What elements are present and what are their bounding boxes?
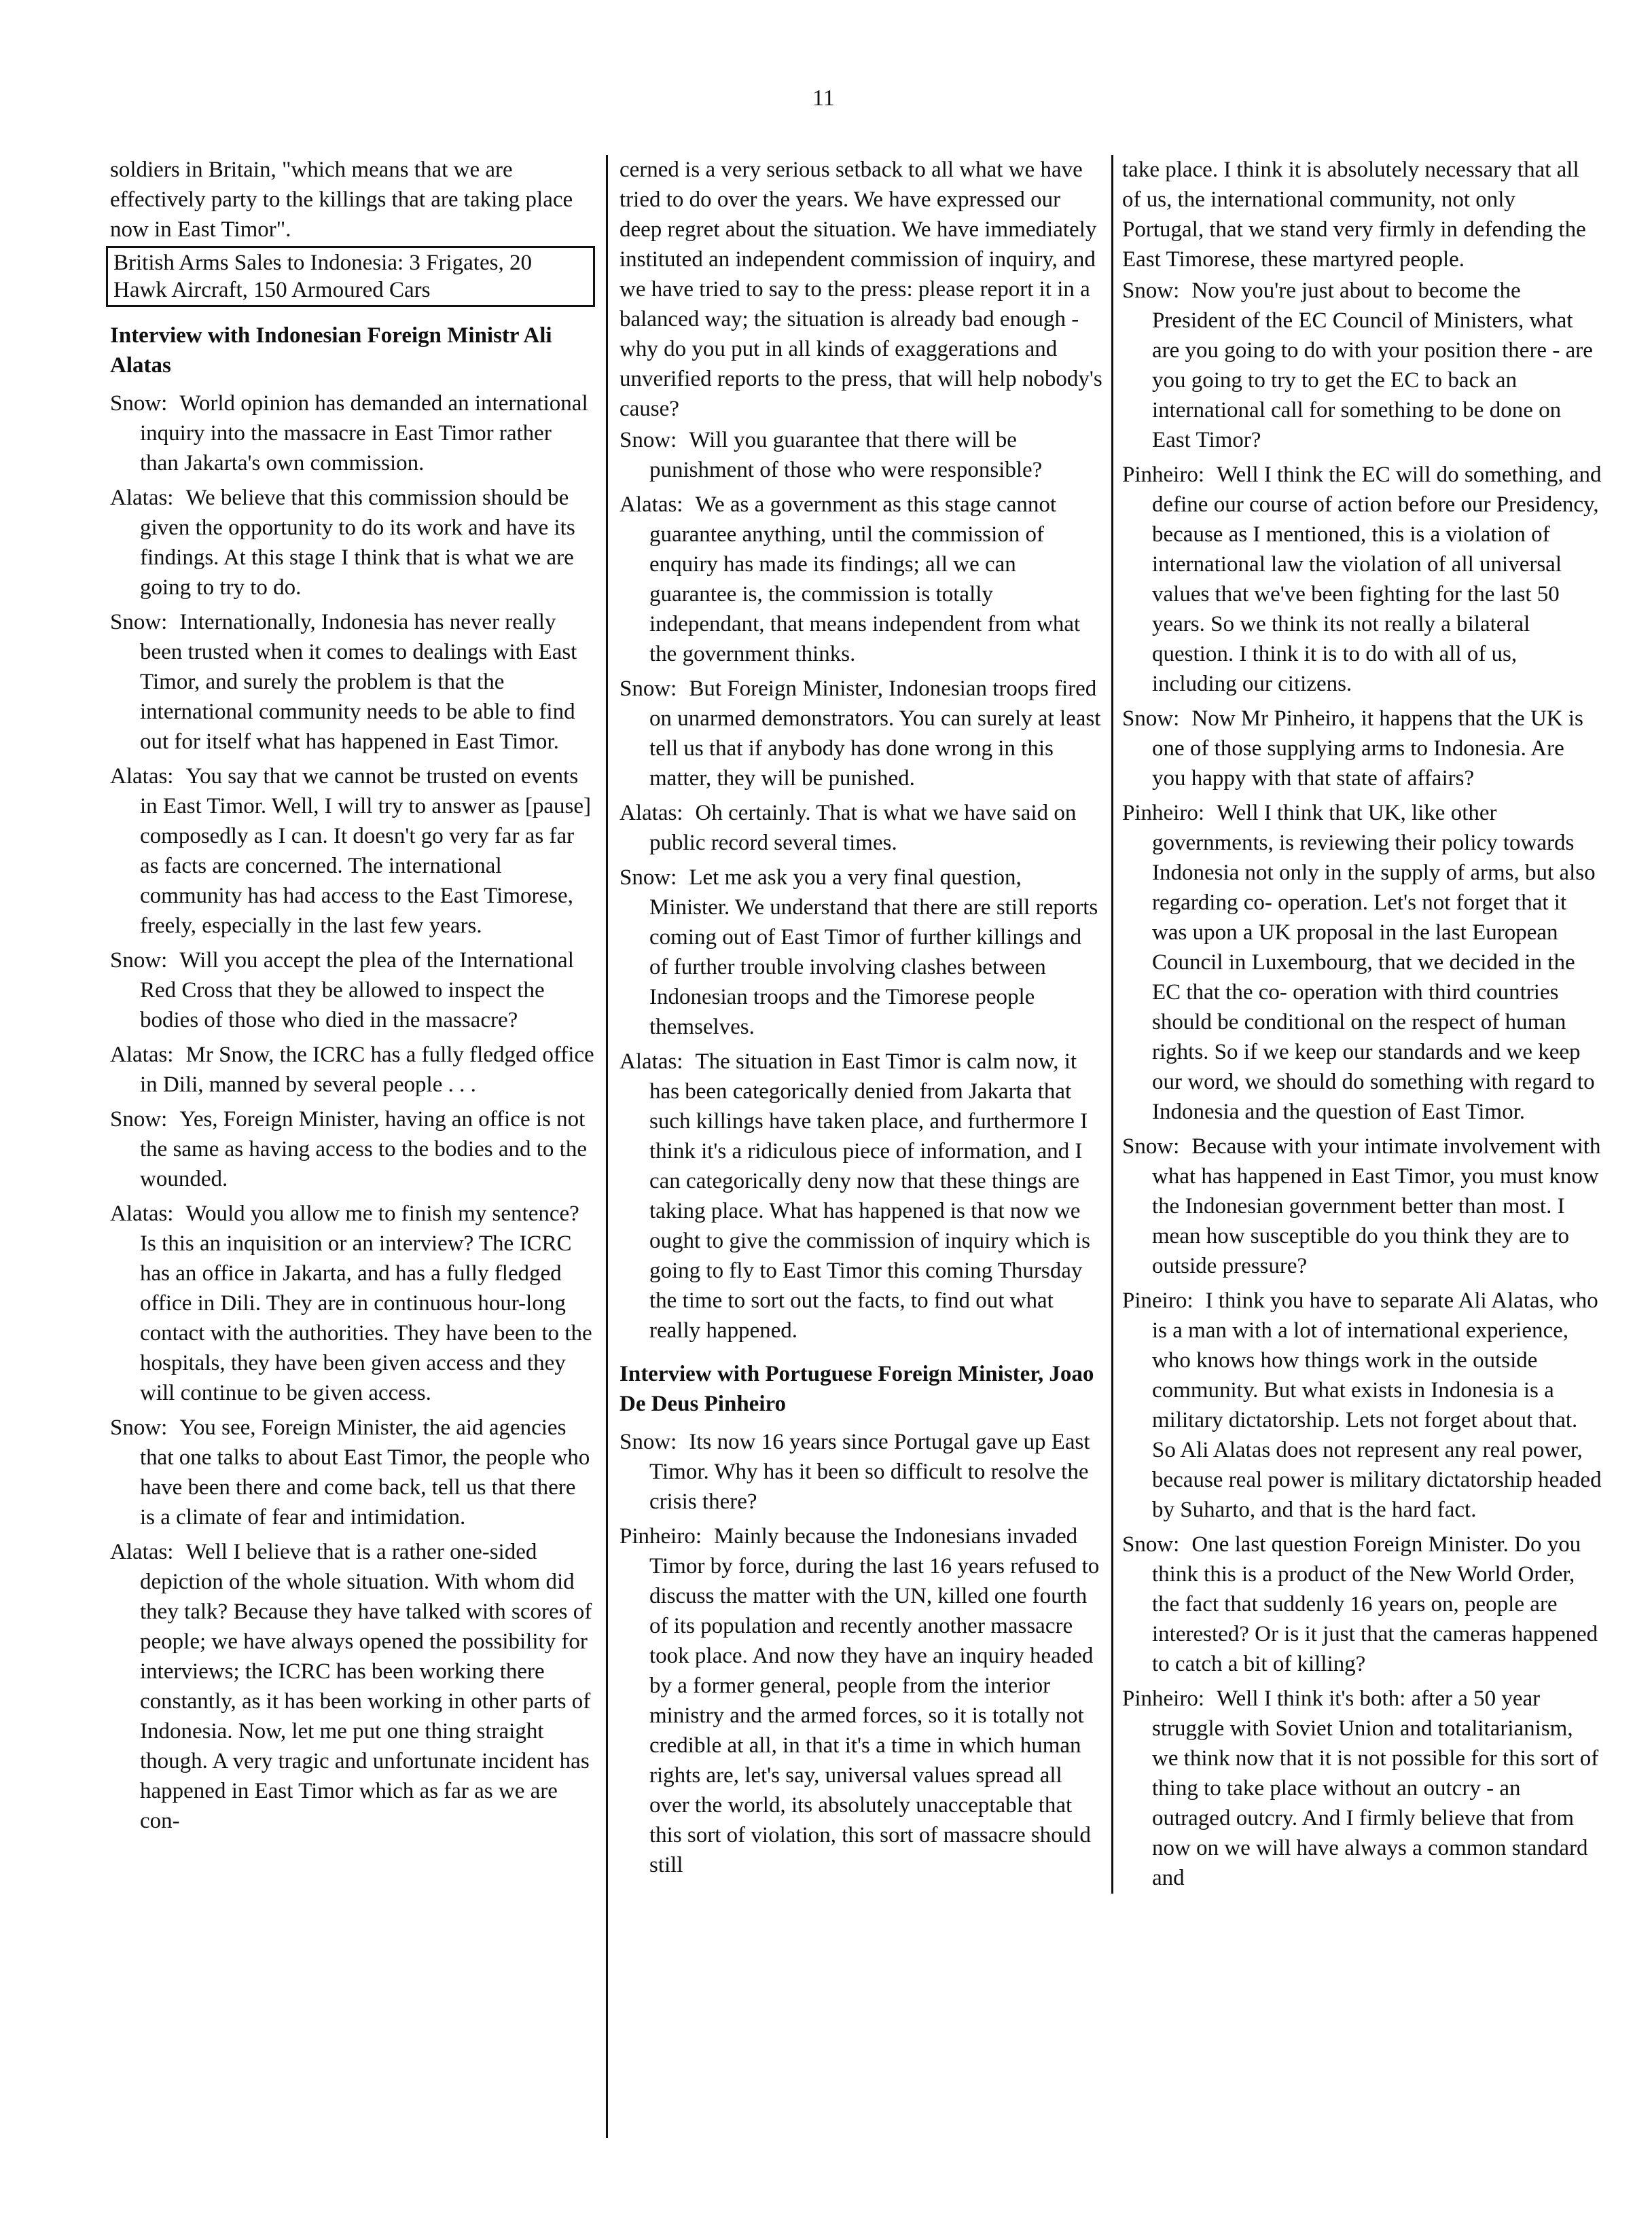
interview-turn <box>110 761 595 941</box>
turn-text: Yes, Foreign Minister, having an office is not the same as having access to the bodies and to the wounded. <box>140 1107 587 1191</box>
turn-text: Will you accept the plea of the International Red Cross that they be allowed to inspect the bodies of those who died in the massacre? <box>140 948 574 1032</box>
speaker-label: Alatas: <box>110 764 174 789</box>
turn-text: The situation in East Timor is calm now, it has been categorically denied from Jakarta that such killings have taken place, and furthermore I think it's a ridiculous piece of information, and I can categorically deny now that these things are taking place. What has happened is that now we ought to give the commission of inquiry which is going to fly to East Timor this coming Thursday the time to sort out the facts, to find out what really happened. <box>649 1049 1090 1343</box>
turn-text: But Foreign Minister, Indonesian troops fired on unarmed demonstrators. You can surely at least tell us that if anybody has done wrong in this matter, they will be punished. <box>649 676 1101 791</box>
speaker-label: Snow: <box>1122 278 1180 303</box>
speaker-label: Snow: <box>110 948 168 973</box>
interview-turn <box>620 798 1105 858</box>
speaker-label: Snow: <box>1122 1532 1180 1557</box>
turn-text: Mr Snow, the ICRC has a fully fledged office in Dili, manned by several people . . . <box>140 1043 594 1097</box>
turn-text: You see, Foreign Minister, the aid agencies that one talks to about East Timor, the people who have been there and come back, tell us that there is a climate of fear and intimidation. <box>140 1415 590 1530</box>
interview-turn <box>110 389 595 478</box>
interview-turn <box>110 607 595 757</box>
section-heading: Interview with Portuguese Foreign Minister, Joao De Deus Pinheiro <box>620 1362 1094 1416</box>
interview-turn <box>620 863 1105 1042</box>
paragraph: take place. I think it is absolutely necessary that all of us, the international community, not only Portugal, that we stand very firmly in defending the East Timorese, these martyred people. <box>1122 158 1586 272</box>
turn-text: Well I think it's both: after a 50 year struggle with Soviet Union and totalitarianism, we think now that it is not possible for this sort of thing to take place without an outcry - an outraged outcry. And I firmly believe that from now on we will have always a common standard and <box>1152 1686 1599 1890</box>
turn-text: Internationally, Indonesia has never really been trusted when it comes to dealings with East Timor, and surely the problem is that the international community needs to be able to find out for itself what has happened in East Timor. <box>140 610 577 754</box>
interview-turn <box>1122 1684 1602 1893</box>
column-divider <box>1111 155 1113 1894</box>
turn-text: Well I believe that is a rather one-sided depiction of the whole situation. With whom did they talk? Because they have talked with scores of people; we have always opened the possibility for interviews; the ICRC has been working there constantly, as it has been working in other parts of Indonesia. Now, let me put one thing straight though. A very tragic and unfortunate incident has happened in East Timor which as far as we are con- <box>140 1540 592 1833</box>
turn-text: Because with your intimate involvement with what has happened in East Timor, you must know the Indonesian government better than most. I mean how susceptible do you think they are to outside pressure? <box>1152 1134 1601 1278</box>
interview-turn <box>1122 276 1602 455</box>
interview-turn <box>1122 1132 1602 1281</box>
interview-turn <box>110 1537 595 1836</box>
speaker-label: Snow: <box>620 428 677 452</box>
interview-turn <box>110 1199 595 1408</box>
turn-text: Would you allow me to finish my sentence? Is this an inquisition or an interview? The ICRC has an office in Jakarta, and has a fully fledged office in Dili. They are in continuous hour-long contact with the authorities. They have been to the hospitals, they have been given access and they will continue to be given access. <box>140 1202 592 1405</box>
interview-turn <box>1122 798 1602 1127</box>
turn-text: One last question Foreign Minister. Do you think this is a product of the New World Order, the fact that suddenly 16 years on, people are interested? Or is it just that the cameras happened to catch a bit of killing? <box>1152 1532 1598 1676</box>
speaker-label: Snow: <box>620 1430 677 1454</box>
turn-text: Now Mr Pinheiro, it happens that the UK is one of those supplying arms to Indonesia. Are you happy with that state of affairs? <box>1152 706 1583 791</box>
speaker-label: Snow: <box>1122 1134 1180 1159</box>
speaker-label: Pinheiro: <box>620 1524 702 1549</box>
boxed-caption: British Arms Sales to Indonesia: 3 Frigates, 20 Hawk Aircraft, 150 Armoured Cars <box>106 246 595 307</box>
turn-text: You say that we cannot be trusted on events in East Timor. Well, I will try to answer as [pause] composedly as I can. It doesn't go very far as far as facts are concerned. The international community has had access to the East Timorese, freely, especially in the last few years. <box>140 764 591 938</box>
speaker-label: Alatas: <box>620 1049 683 1074</box>
turn-text: I think you have to separate Ali Alatas, who is a man with a lot of international experience, who knows how things work in the outside community. But what exists in Indonesia is a military dictatorship. Lets not forget about that. So Ali Alatas does not represent any real power, because real power is military dictatorship headed by Suharto, and that is the hard fact. <box>1152 1288 1602 1522</box>
turn-text: Will you guarantee that there will be punishment of those who were responsible? <box>649 428 1043 482</box>
turn-text: Let me ask you a very final question, Minister. We understand that there are still reports coming out of East Timor of further killings and of further trouble involving clashes between Indonesian troops and the Timorese people themselves. <box>649 865 1098 1039</box>
turn-text: We as a government as this stage cannot guarantee anything, until the commission of enquiry has made its findings; all we can guarantee is, the commission is totally independant, that means independent from what the government thinks. <box>649 492 1081 666</box>
turn-text: Its now 16 years since Portugal gave up East Timor. Why has it been so difficult to resolve the crisis there? <box>649 1430 1090 1514</box>
page-number: 11 <box>812 86 835 111</box>
interview-turn <box>620 1521 1105 1880</box>
speaker-label: Pinheiro: <box>1122 1686 1204 1711</box>
interview-turn <box>110 945 595 1035</box>
interview-turn <box>110 1413 595 1532</box>
text-column-2 <box>620 155 1105 1885</box>
interview-turn <box>620 674 1105 793</box>
speaker-label: Alatas: <box>110 486 174 510</box>
speaker-label: Alatas: <box>110 1043 174 1067</box>
speaker-label: Pinheiro: <box>1122 801 1204 825</box>
interview-turn <box>620 1047 1105 1346</box>
interview-turn <box>620 1427 1105 1517</box>
turn-text: Well I think the EC will do something, and define our course of action before our Presidency, because as I mentioned, this is a violation of international law the violation of all universal values that we've been fighting for the last 50 years. So we think its not really a bilateral question. I think it is to do with all of us, including our citizens. <box>1152 463 1602 696</box>
speaker-label: Alatas: <box>110 1202 174 1226</box>
speaker-label: Snow: <box>110 610 168 634</box>
interview-turn <box>1122 704 1602 793</box>
turn-text: We believe that this commission should be given the opportunity to do its work and have its findings. At this stage I think that is what we are going to try to do. <box>140 486 575 600</box>
column-divider <box>606 155 608 2138</box>
speaker-label: Alatas: <box>620 801 683 825</box>
paragraph: soldiers in Britain, "which means that we are effectively party to the killings that are taking place now in East Timor". <box>110 158 573 242</box>
speaker-label: Alatas: <box>620 492 683 517</box>
speaker-label: Pineiro: <box>1122 1288 1193 1313</box>
interview-turn <box>1122 1286 1602 1525</box>
interview-turn <box>110 1040 595 1100</box>
turn-text: World opinion has demanded an international inquiry into the massacre in East Timor rather than Jakarta's own commission. <box>140 391 588 475</box>
turn-text: Oh certainly. That is what we have said on public record several times. <box>649 801 1077 855</box>
section-heading: Interview with Indonesian Foreign Ministr Ali Alatas <box>110 323 552 378</box>
interview-turn <box>110 1104 595 1194</box>
turn-text: Mainly because the Indonesians invaded Timor by force, during the last 16 years refused to discuss the matter with the UN, killed one fourth of its population and recently another massacre took place. And now they have an inquiry headed by a former general, people from the interior ministry and the armed forces, so it is totally not credible at all, in that it's a time in which human rights are, let's say, universal values spread all over the world, its absolutely unacceptable that this sort of violation, this sort of massacre should still <box>649 1524 1100 1877</box>
text-column-1 <box>110 155 595 1841</box>
interview-turn <box>1122 1530 1602 1679</box>
speaker-label: Alatas: <box>110 1540 174 1564</box>
speaker-label: Snow: <box>620 865 677 890</box>
interview-turn <box>620 425 1105 485</box>
turn-text: Now you're just about to become the President of the EC Council of Ministers, what are you going to do with your position there - are you going to try to get the EC to back an international call for something to be done on East Timor? <box>1152 278 1593 452</box>
speaker-label: Snow: <box>110 391 168 416</box>
speaker-label: Pinheiro: <box>1122 463 1204 487</box>
text-column-3 <box>1122 155 1602 1898</box>
interview-turn <box>110 483 595 602</box>
turn-text: Well I think that UK, like other governments, is reviewing their policy towards Indonesia not only in the supply of arms, but also regarding co- operation. Let's not forget that it was upon a UK proposal in the last European Council in Luxembourg, that we decided in the EC that the co- operation with third countries should be conditional on the respect of human rights. So if we keep our standards and we keep our word, we should do something with regard to Indonesia and the question of East Timor. <box>1152 801 1596 1124</box>
speaker-label: Snow: <box>110 1415 168 1440</box>
interview-turn <box>1122 460 1602 699</box>
speaker-label: Snow: <box>620 676 677 701</box>
speaker-label: Snow: <box>1122 706 1180 731</box>
paragraph: cerned is a very serious setback to all what we have tried to do over the years. We have expressed our deep regret about the situation. We have immediately instituted an independent commission of inquiry, and we have tried to say to the press: please report it in a balanced way; the situation is already bad enough - why do you put in all kinds of exaggerations and unverified reports to the press, that will help nobody's cause? <box>620 158 1102 421</box>
interview-turn <box>620 490 1105 669</box>
speaker-label: Snow: <box>110 1107 168 1132</box>
